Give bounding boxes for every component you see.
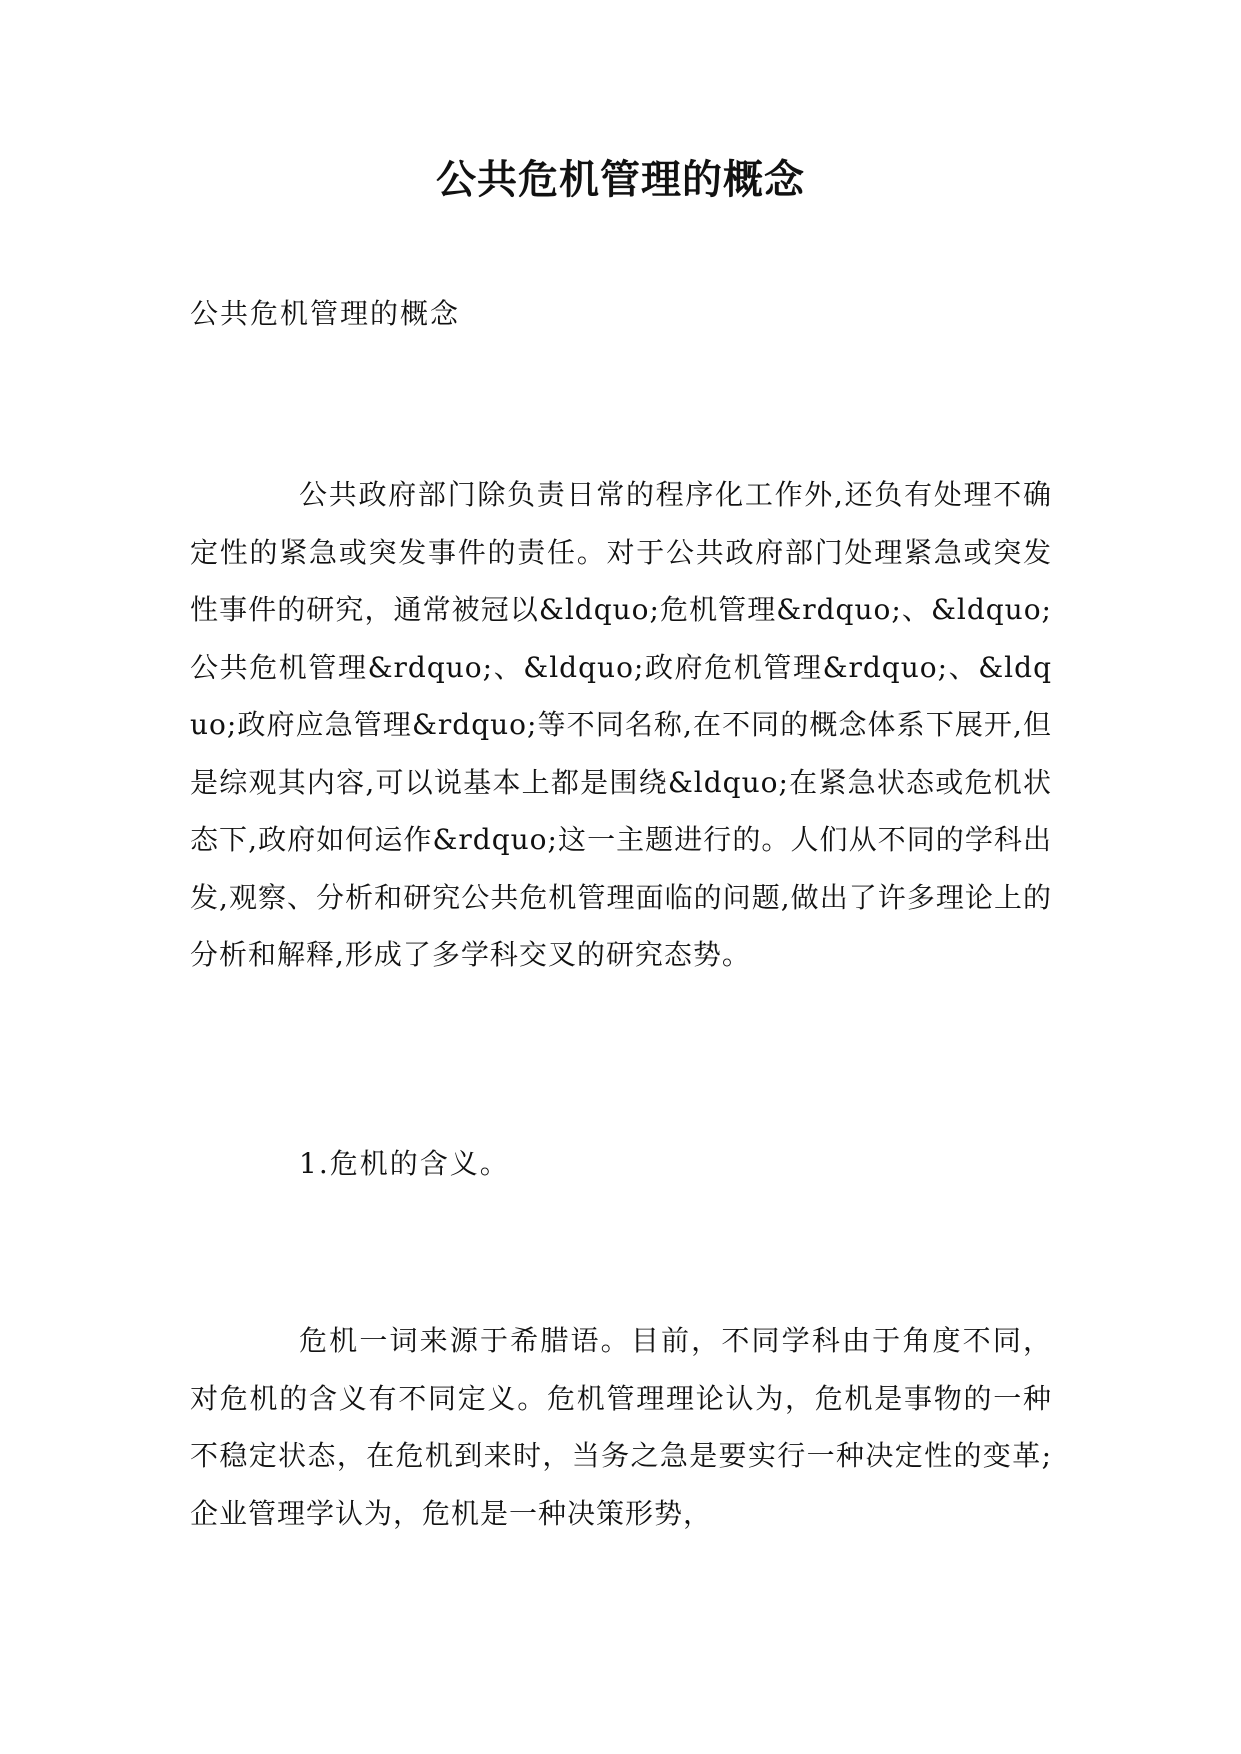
document-subtitle: 公共危机管理的概念 [190, 297, 461, 330]
section-heading: 1.危机的含义。 [299, 1147, 510, 1180]
document-title: 公共危机管理的概念 [436, 157, 805, 203]
body-paragraph: 危机一词来源于希腊语。目前，不同学科由于角度不同，对危机的含义有不同定义。危机管理理论认为，危机是事物的一种不稳定状态，在危机到来时，当务之急是要实行一种决定性的变革;企业管理学认为，危机是一种决策形势， [190, 1324, 1052, 1530]
body-paragraph: 公共政府部门除负责日常的程序化工作外,还负有处理不确定性的紧急或突发事件的责任。对于公共政府部门处理紧急或突发性事件的研究，通常被冠以&ldquo;危机管理&rdquo;、&ldquo;公共危机管理&rdquo;、&ldquo;政府危机管理&rdquo;、&ldquo;政府应急管理&rdquo;等不同名称,在不同的概念体系下展开,但是综观其内容,可以说基本上都是围绕&ldquo;在紧急状态或危机状态下,政府如何运作&rdquo;这一主题进行的。人们从不同的学科出发,观察、分析和研究公共危机管理面临的问题,做出了许多理论上的分析和解释,形成了多学科交叉的研究态势。 [190, 478, 1052, 971]
